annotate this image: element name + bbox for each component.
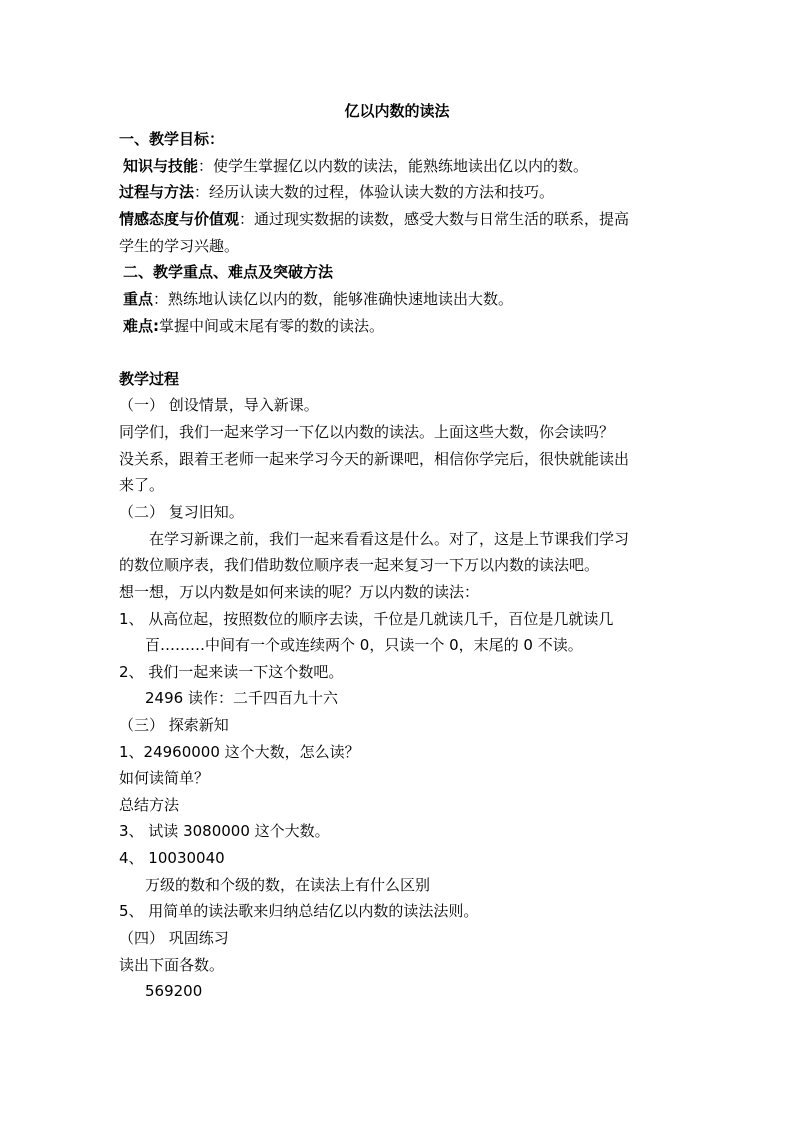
goal-knowledge-text: ：使学生掌握亿以内数的读法，能熟练地读出亿以内的数。 — [198, 157, 589, 175]
difficult-point — [123, 315, 683, 337]
goal-knowledge — [123, 155, 683, 177]
part2-line-d: 1、 从高位起，按照数位的顺序去读，千位是几就读几千，百位是几就读几 — [119, 610, 614, 628]
part2-line-a: 在学习新课之前，我们一起来看看这是什么。对了，这是上节课我们学习 — [149, 530, 630, 548]
goal-emotion-label: 情感态度与价值观 — [119, 210, 240, 228]
part4-heading: （四） 巩固练习 — [119, 929, 229, 947]
difficult-point-label: 难点: — [123, 317, 159, 335]
goal-process-text: ：经历认读大数的过程，体验认读大数的方法和技巧。 — [194, 183, 555, 201]
part3-heading: （三） 探索新知 — [119, 716, 229, 734]
process-heading: 教学过程 — [119, 370, 180, 388]
part2-line-f: 2、 我们一起来读一下这个数吧。 — [119, 663, 344, 681]
document-title: 亿以内数的读法 — [344, 102, 450, 120]
goals-heading: 一、教学目标： — [119, 130, 225, 148]
part1-heading: （一） 创设情景，导入新课。 — [119, 396, 319, 414]
goal-process-label: 过程与方法 — [119, 183, 195, 201]
goal-emotion-text: ：通过现实数据的读数，感受大数与日常生活的联系，提高 — [239, 210, 630, 228]
goal-emotion — [119, 208, 679, 230]
part1-line-c: 来了。 — [119, 476, 165, 494]
part1-line-a: 同学们，我们一起来学习一下亿以内数的读法。上面这些大数，你会读吗？ — [119, 423, 615, 441]
goal-knowledge-label: 知识与技能 — [123, 157, 199, 175]
key-point-text: ：熟练地认读亿以内的数，能够准确快速地读出大数。 — [153, 290, 514, 308]
part2-heading: （二） 复习旧知。 — [119, 503, 244, 521]
part3-line-c: 总结方法 — [119, 796, 180, 814]
part3-line-e: 4、 10030040 — [119, 849, 225, 867]
part2-line-e: 百………中间有一个或连续两个 0，只读一个 0，末尾的 0 不读。 — [145, 636, 583, 654]
part3-line-b: 如何读简单？ — [119, 769, 210, 787]
part3-line-f: 万级的数和个级的数，在读法上有什么区别 — [145, 876, 431, 894]
part3-line-g: 5、 用简单的读法歌来归纳总结亿以内数的读法法则。 — [119, 902, 479, 920]
part1-line-b: 没关系，跟着王老师一起来学习今天的新课吧，相信你学完后，很快就能读出 — [119, 450, 630, 468]
part2-line-b: 的数位顺序表，我们借助数位顺序表一起来复习一下万以内数的读法吧。 — [119, 556, 600, 574]
key-point-label: 重点 — [123, 290, 154, 308]
part2-line-c: 想一想，万以内数是如何来读的呢？万以内数的读法： — [119, 583, 480, 601]
goal-emotion-cont: 学生的学习兴趣。 — [119, 237, 240, 255]
part3-line-d: 3、 试读 3080000 这个大数。 — [119, 822, 330, 840]
goal-process — [119, 181, 679, 203]
difficult-point-text: 掌握中间或末尾有零的数的读法。 — [159, 317, 385, 335]
part4-line-b: 569200 — [145, 982, 203, 1000]
part4-line-a: 读出下面各数。 — [119, 956, 225, 974]
key-point — [123, 288, 683, 310]
part2-line-g: 2496 读作：二千四百九十六 — [145, 689, 338, 707]
part3-line-a: 1、24960000 这个大数，怎么读？ — [119, 743, 360, 761]
focus-heading: 二、教学重点、难点及突破方法 — [123, 263, 334, 281]
